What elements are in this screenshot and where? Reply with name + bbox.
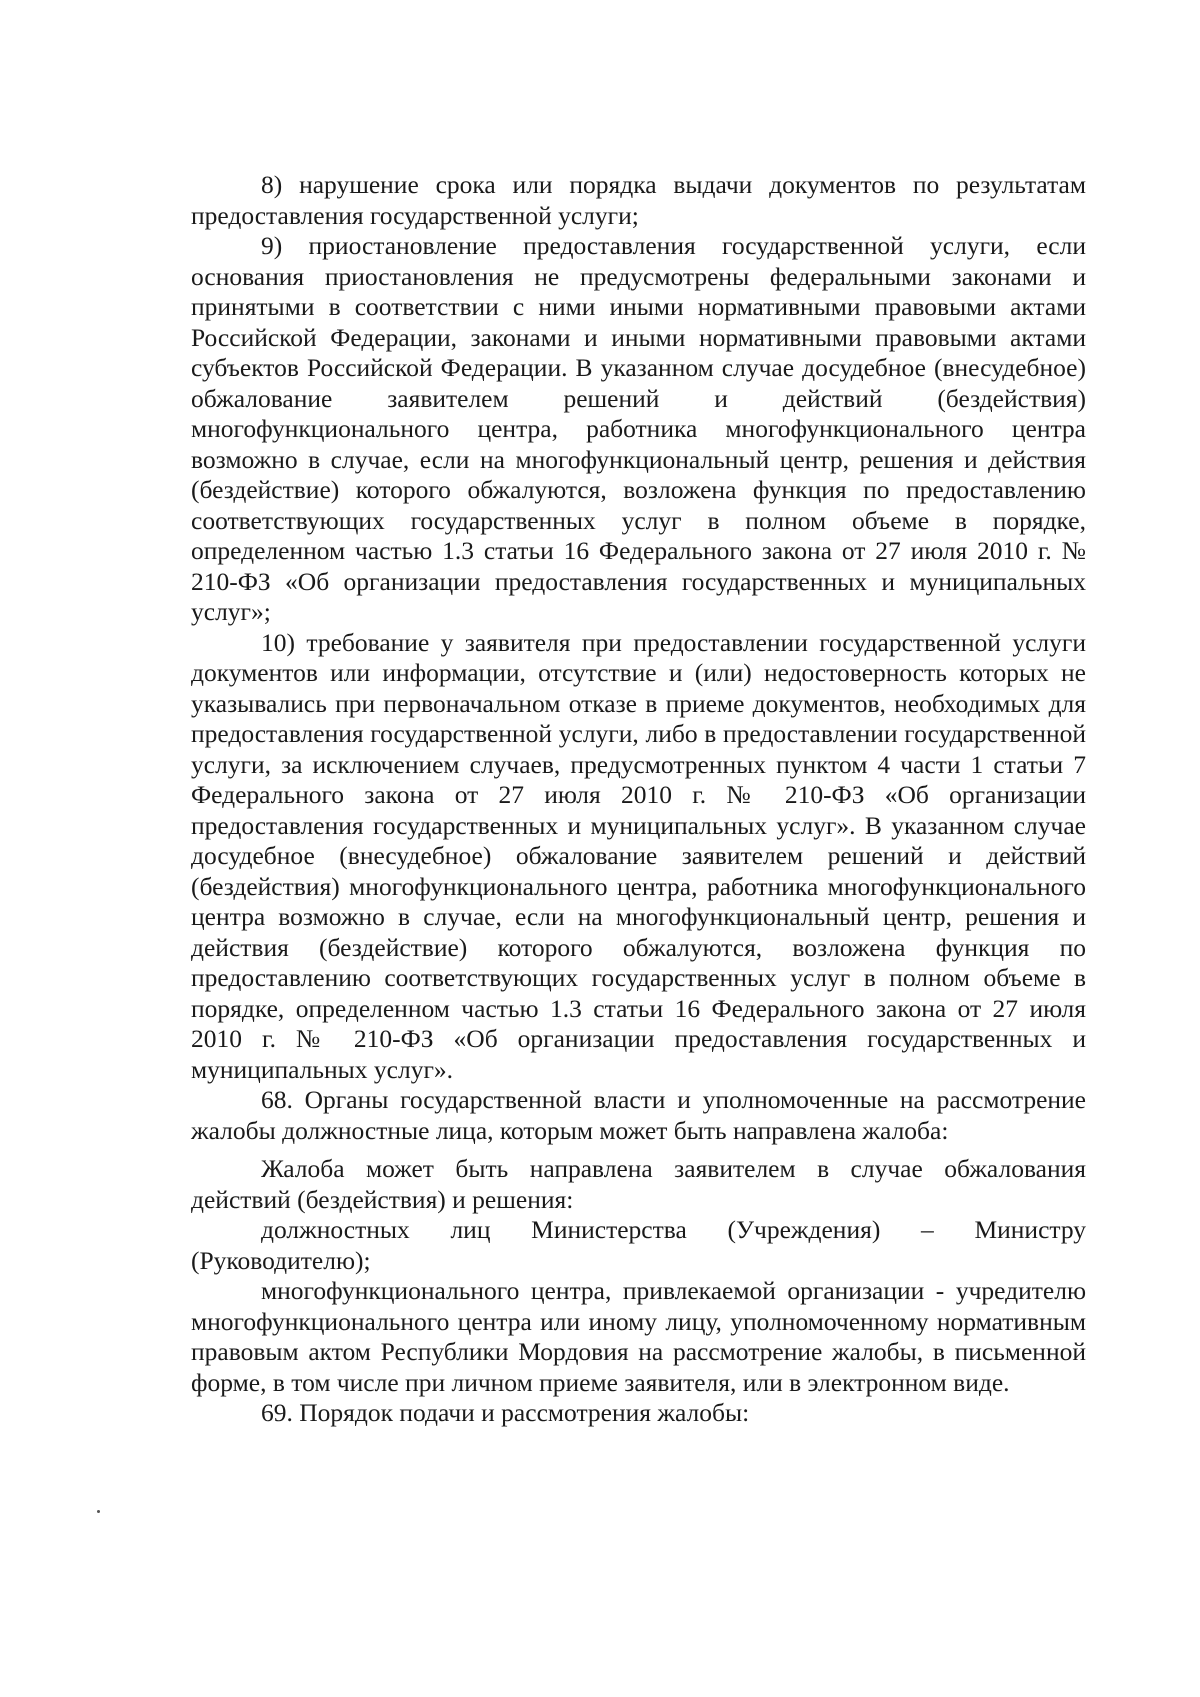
paragraph-officials: должностных лиц Министерства (Учреждения) – Министру (Руководителю);: [191, 1215, 1086, 1275]
paragraph-section-69: 69. Порядок подачи и рассмотрения жалобы:: [261, 1398, 750, 1427]
document-body: [191, 170, 1086, 1429]
paragraph-section-68: 68. Органы государственной власти и уполномоченные на рассмотрение жалобы должностные лица, которым может быть направлена жалоба:: [191, 1085, 1086, 1145]
scan-speck: [97, 1510, 100, 1513]
paragraph-item-10: 10) требование у заявителя при предоставлении государственной услуги документов или информации, отсутствие и (или) недостоверность которых не указывались при первоначальном отказе в приеме документов, необходимых для предоставления государственной услуги, либо в предоставлении государственной услуги, за исключением случаев, предусмотренных пунктом 4 части 1 статьи 7 Федерального закона от 27 июля 2010 г. № 210-ФЗ «Об организации предоставления государственных и муниципальных услуг». В указанном случае досудебное (внесудебное) обжалование заявителем решений и действий (бездействия) многофункционального центра, работника многофункционального центра возможно в случае, если на многофункциональный центр, решения и действия (бездействие) которого обжалуются, возложена функция по предоставлению соответствующих государственных услуг в полном объеме в порядке, определенном частью 1.3 статьи 16 Федерального закона от 27 июля 2010 г. № 210-ФЗ «Об организации предоставления государственных и муниципальных услуг».: [191, 627, 1086, 1084]
paragraph-item-9: 9) приостановление предоставления государственной услуги, если основания приостановления не предусмотрены федеральными законами и принятыми в соответствии с ними иными нормативными правовыми актами Российской Федерации, законами и иными нормативными правовыми актами субъектов Российской Федерации. В указанном случае досудебное (внесудебное) обжалование заявителем решений и действий (бездействия) многофункционального центра, работника многофункционального центра возможно в случае, если на многофункциональный центр, решения и действия (бездействие) которого обжалуются, возложена функция по предоставлению соответствующих государственных услуг в полном объеме в порядке, определенном частью 1.3 статьи 16 Федерального закона от 27 июля 2010 г. № 210-ФЗ «Об организации предоставления государственных и муниципальных услуг»;: [191, 231, 1086, 626]
paragraph-mfc: многофункционального центра, привлекаемой организации - учредителю многофункционального центра или иному лицу, уполномоченному нормативным правовым актом Республики Мордовия на рассмотрение жалобы, в письменной форме, в том числе при личном приеме заявителя, или в электронном виде.: [191, 1276, 1086, 1397]
paragraph-item-8: 8) нарушение срока или порядка выдачи документов по результатам предоставления государственной услуги;: [191, 170, 1086, 230]
paragraph-complaint-intro: Жалоба может быть направлена заявителем в случае обжалования действий (бездействия) и решения:: [191, 1154, 1086, 1214]
